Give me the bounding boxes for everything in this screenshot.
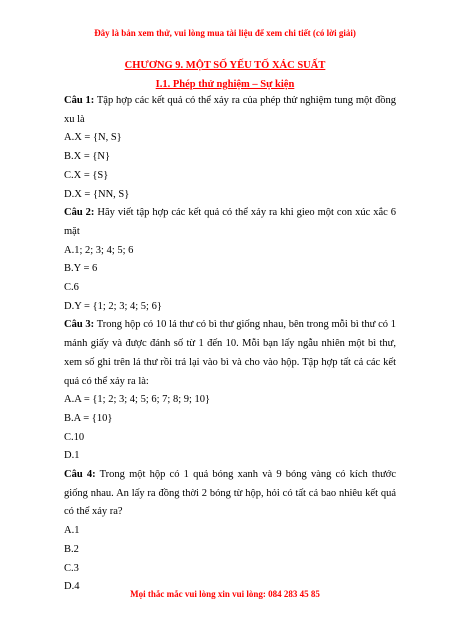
- option-a: A.1; 2; 3; 4; 5; 6: [64, 244, 134, 256]
- question-1: [64, 92, 396, 204]
- question-label: Câu 3:: [64, 319, 95, 331]
- question-list: [64, 92, 396, 597]
- question-text: Hãy viết tập hợp các kết quả có thể xảy ra khi gieo một con xúc xắc 6 mặt: [64, 207, 396, 237]
- section-title: I.1. Phép thử nghiệm – Sự kiện: [155, 79, 295, 90]
- question-label: Câu 2:: [64, 207, 95, 219]
- question-2: [64, 204, 396, 316]
- option-a: A.A = {1; 2; 3; 4; 5; 6; 7; 8; 9; 10}: [64, 394, 211, 406]
- question-text: Trong hộp có 10 lá thư có bì thư giống nhau, bên trong mỗi bì thư có 1 mảnh giấy và được đánh số từ 1 đến 10. Mỗi bạn lấy ngẫu nhiên một bì thư, xem số ghi trên lá thư rồi trả lại vào bì và cho vào hộp. Tập hợp tất cả các kết quả có thể xảy ra là:: [64, 319, 396, 387]
- question-text: Tập hợp các kết quả có thể xảy ra của phép thử nghiệm tung một đồng xu là: [64, 95, 396, 125]
- option-c: C.10: [64, 431, 85, 443]
- question-text: Trong một hộp có 1 quả bóng xanh và 9 bóng vàng có kích thước giống nhau. An lấy ra đồng thời 2 bóng từ hộp, hỏi có tất cả bao nhiêu kết quả có thể xảy ra?: [64, 469, 396, 518]
- option-d: D.X = {NN, S}: [64, 188, 130, 200]
- option-a: A.X = {N, S}: [64, 132, 122, 144]
- question-3: [64, 316, 396, 466]
- option-b: B.Y = 6: [64, 263, 98, 275]
- option-b: B.X = {N}: [64, 151, 111, 163]
- option-c: C.3: [64, 562, 79, 574]
- option-c: C.6: [64, 282, 79, 294]
- question-label: Câu 1:: [64, 95, 95, 106]
- option-d: D.1: [64, 450, 80, 462]
- chapter-title: CHƯƠNG 9. MỘT SỐ YẾU TỐ XÁC SUẤT: [124, 60, 326, 71]
- question-4: [64, 466, 396, 597]
- question-label: Câu 4:: [64, 469, 96, 481]
- option-d: D.Y = {1; 2; 3; 4; 5; 6}: [64, 300, 162, 312]
- option-b: B.2: [64, 543, 79, 555]
- preview-banner: Đây là bản xem thử, vui lòng mua tài liệu để xem chi tiết (có lời giải): [94, 28, 356, 38]
- option-a: A.1: [64, 525, 80, 537]
- option-d: D.4: [64, 581, 80, 593]
- option-b: B.A = {10}: [64, 412, 113, 424]
- option-c: C.X = {S}: [64, 169, 109, 181]
- contact-footer: Mọi thắc mắc vui lòng xin vui lòng: 084 283 45 85: [130, 589, 320, 599]
